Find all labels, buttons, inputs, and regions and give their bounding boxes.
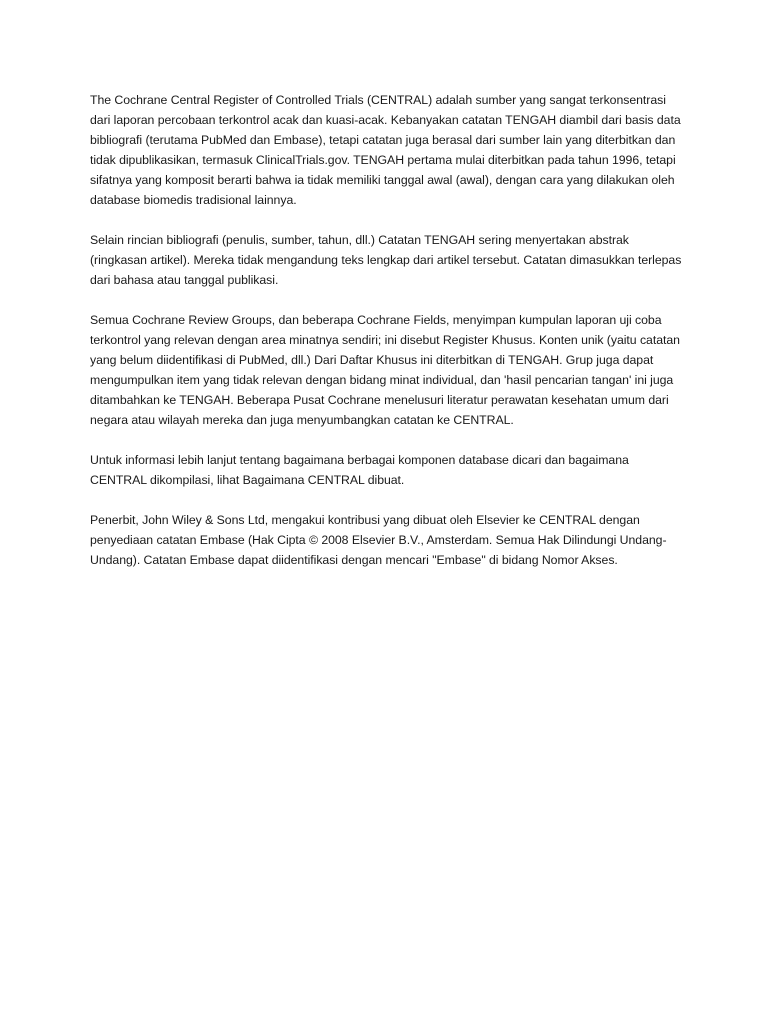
paragraph-publisher-note: Penerbit, John Wiley & Sons Ltd, mengakui kontribusi yang dibuat oleh Elsevier ke CENTRAL dengan penyediaan catatan Embase (Hak Cipta © 2008 Elsevier B.V., Amsterdam. Semua Hak Dilindungi Undang-Undang). Catatan Embase dapat diidentifikasi dengan mencari "Embase" di bidang Nomor Akses. — [90, 513, 667, 567]
paragraph-review-groups: Semua Cochrane Review Groups, dan beberapa Cochrane Fields, menyimpan kumpulan laporan uji coba terkontrol yang relevan dengan area minatnya sendiri; ini disebut Register Khusus. Konten unik (yaitu catatan yang belum diidentifikasi di PubMed, dll.) Dari Daftar Khusus ini diterbitkan di TENGAH. Grup juga dapat mengumpulkan item yang tidak relevan dengan bidang minat individual, dan 'hasil pencarian tangan' ini juga ditambahkan ke TENGAH. Beberapa Pusat Cochrane menelusuri literatur perawatan kesehatan umum dari negara atau wilayah mereka dan juga menyumbangkan catatan ke CENTRAL. — [90, 313, 680, 427]
paragraph-bibliographic-details: Selain rincian bibliografi (penulis, sumber, tahun, dll.) Catatan TENGAH sering menyertakan abstrak (ringkasan artikel). Mereka tidak mengandung teks lengkap dari artikel tersebut. Catatan dimasukkan terlepas dari bahasa atau tanggal publikasi. — [90, 233, 682, 287]
paragraph-central-intro: The Cochrane Central Register of Controlled Trials (CENTRAL) adalah sumber yang sangat terkonsentrasi dari laporan percobaan terkontrol acak dan kuasi-acak. Kebanyakan catatan TENGAH diambil dari basis data bibliografi (terutama PubMed dan Embase), tetapi catatan juga berasal dari sumber lain yang diterbitkan dan tidak dipublikasikan, termasuk ClinicalTrials.gov. TENGAH pertama mulai diterbitkan pada tahun 1996, tetapi sifatnya yang komposit berarti bahwa ia tidak memiliki tanggal awal (awal), dengan cara yang dilakukan oleh database biomedis tradisional lainnya. — [90, 93, 681, 207]
document-page — [90, 90, 682, 590]
paragraph-more-info: Untuk informasi lebih lanjut tentang bagaimana berbagai komponen database dicari dan bagaimana CENTRAL dikompilasi, lihat Bagaimana CENTRAL dibuat. — [90, 453, 629, 487]
